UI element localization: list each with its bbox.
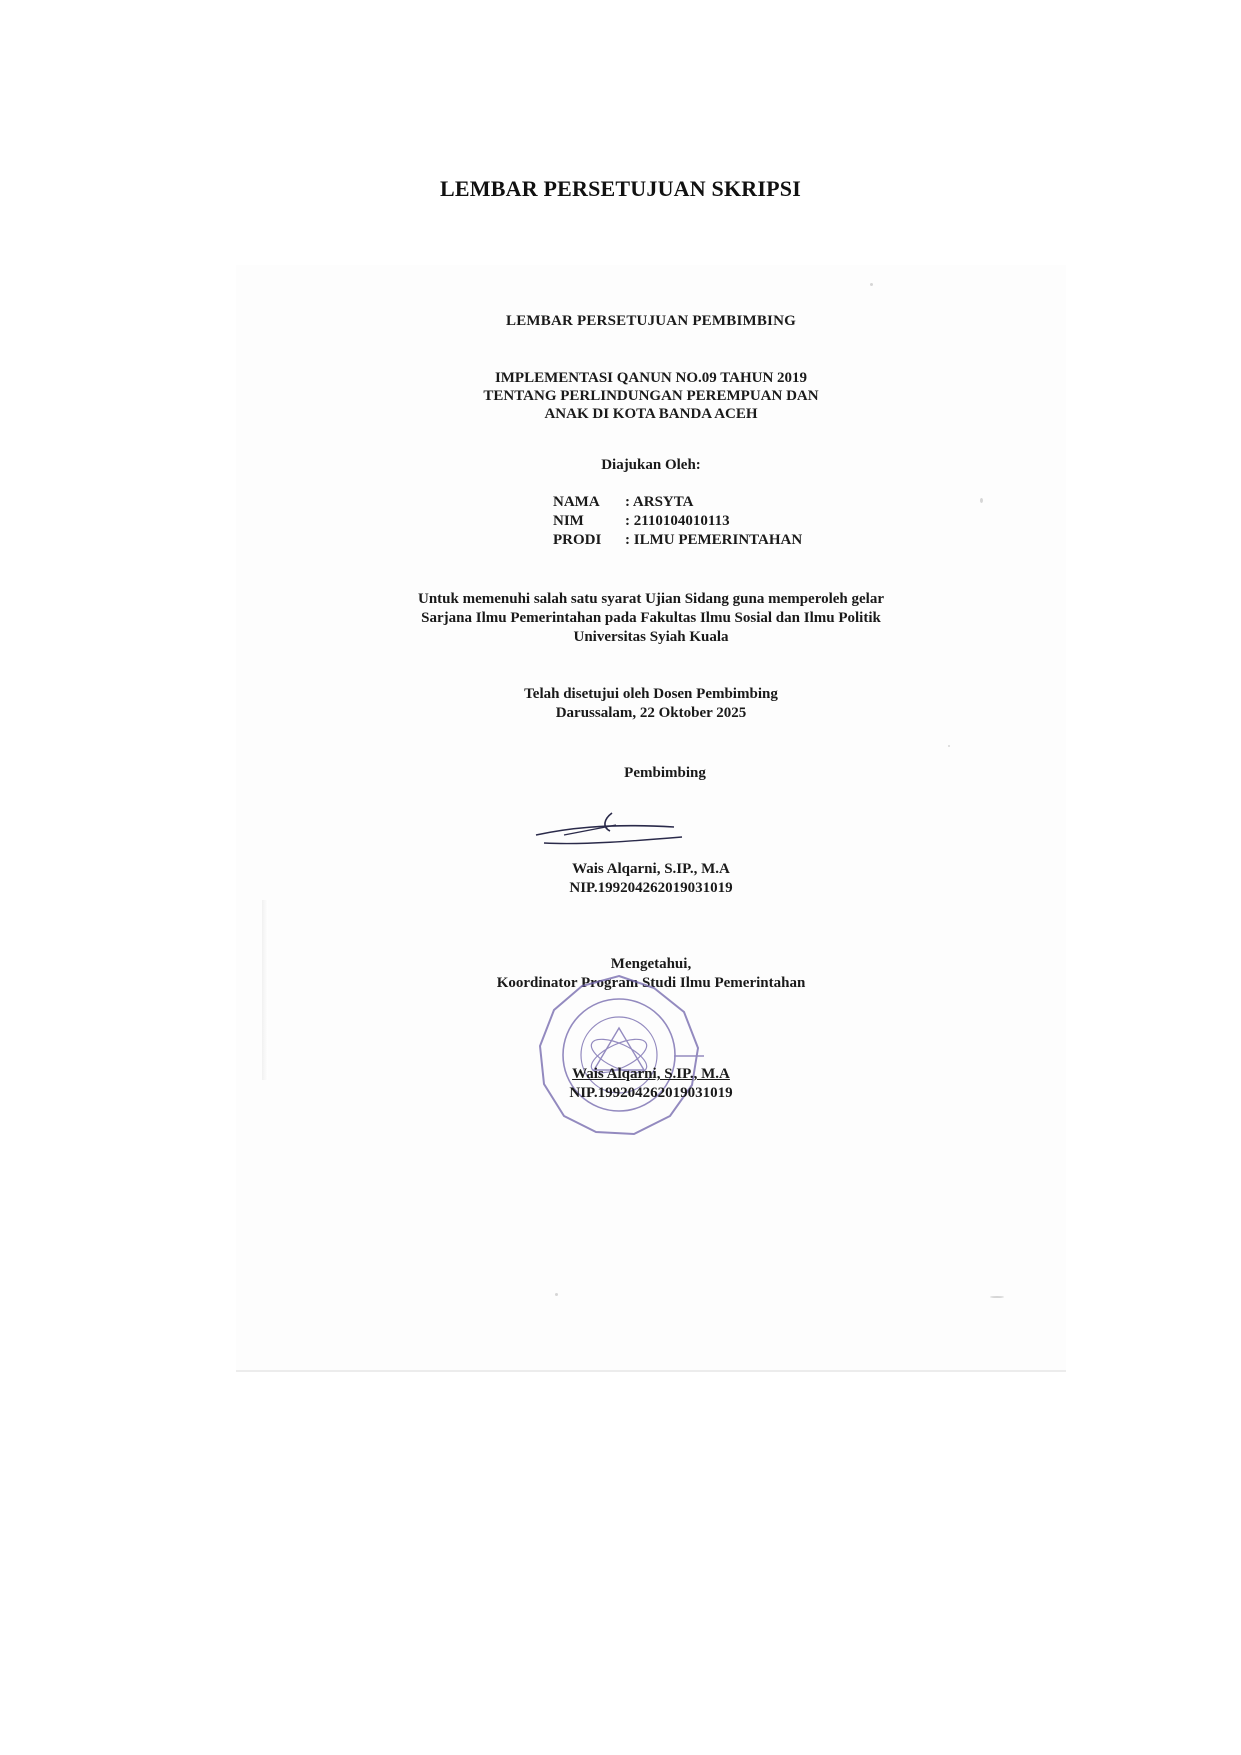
approval-sheet-heading: LEMBAR PERSETUJUAN PEMBIMBING	[506, 313, 796, 329]
purpose-line: Universitas Syiah Kuala	[573, 629, 729, 645]
scan-speck	[980, 498, 983, 503]
identity-label: NIM	[553, 513, 584, 529]
identity-row-nim	[553, 512, 802, 531]
acknowledged-label: Mengetahui,	[610, 956, 692, 972]
purpose-line: Untuk memenuhi salah satu syarat Ujian Sidang guna memperoleh gelar	[417, 591, 885, 607]
identity-value: : 2110104010113	[625, 513, 730, 529]
advisor-signature	[524, 805, 684, 855]
advisor-name: Wais Alqarni, S.IP., M.A	[572, 861, 730, 877]
purpose-line: Sarjana Ilmu Pemerintahan pada Fakultas Ilmu Sosial dan Ilmu Politik	[421, 610, 881, 626]
scan-speck	[948, 745, 950, 747]
advisor-block	[236, 860, 1066, 898]
scan-speck	[870, 283, 873, 286]
advisor-role-label: Pembimbing	[624, 765, 706, 781]
submitted-by-label: Diajukan Oleh:	[601, 457, 701, 473]
identity-value: : ILMU PEMERINTAHAN	[625, 532, 803, 548]
advisor-nip: NIP.199204262019031019	[569, 880, 733, 896]
scan-speck	[555, 1293, 558, 1296]
approval-statement	[236, 685, 1066, 723]
thesis-title-line: ANAK DI KOTA BANDA ACEH	[544, 406, 758, 422]
scan-edge-shadow	[262, 900, 268, 1080]
identity-row-prodi	[553, 531, 802, 550]
university-stamp-icon	[534, 970, 704, 1140]
student-identity	[553, 493, 802, 550]
scanned-approval-sheet	[236, 265, 1066, 1370]
coordinator-block	[236, 1065, 1066, 1103]
identity-label: PRODI	[553, 532, 602, 548]
thesis-title-line: IMPLEMENTASI QANUN NO.09 TAHUN 2019	[494, 370, 808, 386]
approval-line: Telah disetujui oleh Dosen Pembimbing	[524, 686, 778, 702]
thesis-title	[236, 369, 1066, 423]
purpose-statement	[236, 590, 1066, 647]
approval-date: Darussalam, 22 Oktober 2025	[555, 705, 747, 721]
thesis-title-line: TENTANG PERLINDUNGAN PEREMPUAN DAN	[483, 388, 819, 404]
identity-row-name	[553, 493, 802, 512]
coordinator-name: Wais Alqarni, S.IP., M.A	[572, 1066, 730, 1082]
identity-label: NAMA	[553, 494, 600, 510]
page-divider	[236, 1370, 1066, 1372]
identity-value: : ARSYTA	[625, 494, 694, 510]
coordinator-nip: NIP.199204262019031019	[569, 1085, 733, 1101]
document-title: LEMBAR PERSETUJUAN SKRIPSI	[440, 176, 801, 201]
scan-speck	[990, 1296, 1004, 1298]
coordinator-role: Koordinator Program Studi Ilmu Pemerintahan	[496, 975, 806, 991]
